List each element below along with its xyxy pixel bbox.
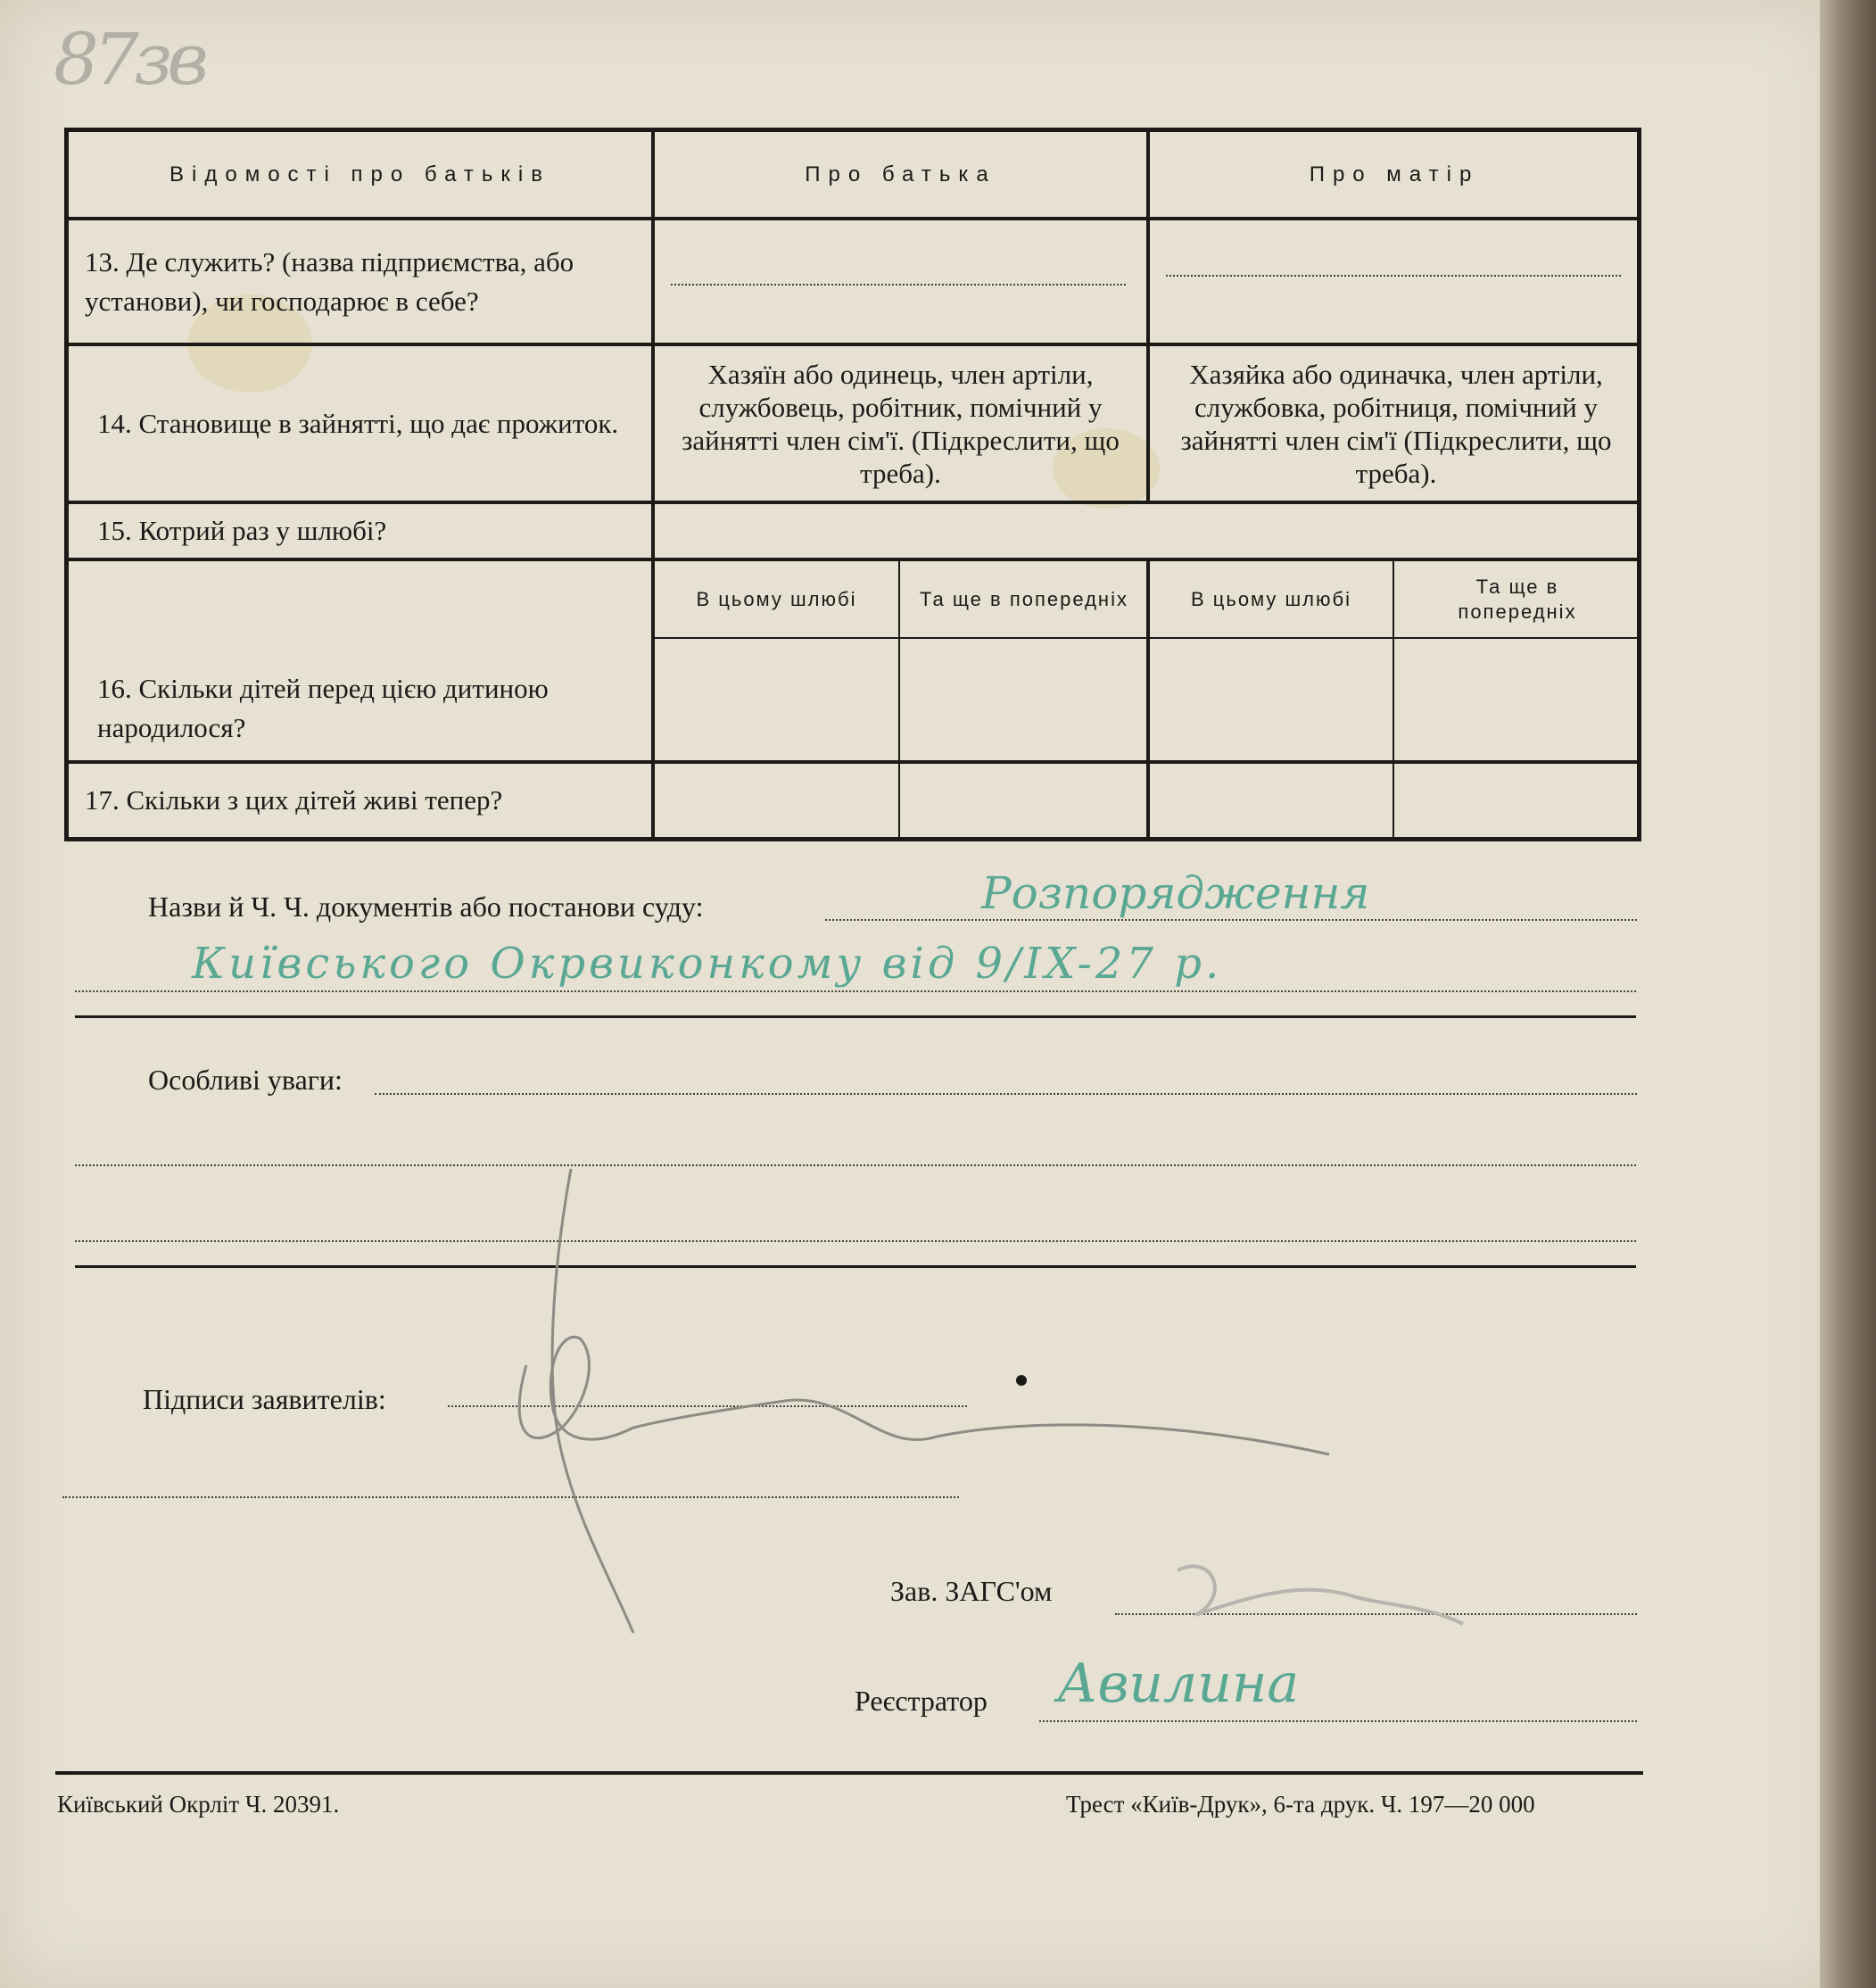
head-zags-label: Зав. ЗАГС'ом xyxy=(890,1575,1053,1607)
remarks-label: Особливі уваги: xyxy=(148,1064,343,1096)
question-17: 17. Скільки з цих дітей живі тепер? xyxy=(85,784,503,816)
q14-father-options: Хазяїн або одинець, член артіли, службовець, робітник, помічний у зайнятті член сім'ї. (Підкреслити, що треба). xyxy=(682,358,1120,489)
binding-edge xyxy=(1820,0,1876,1988)
page-number: 87зв xyxy=(54,18,203,101)
subheader-father-this-marriage: В цьому шлюбі xyxy=(696,587,857,610)
subheader-mother-this-marriage: В цьому шлюбі xyxy=(1190,587,1352,610)
documents-label: Назви й Ч. Ч. документів або постанови суду: xyxy=(148,890,704,923)
head-signature xyxy=(1160,1544,1481,1633)
question-16: 16. Скільки дітей перед цією дитиною народилося? xyxy=(97,673,549,743)
question-15: 15. Котрий раз у шлюбі? xyxy=(97,515,387,546)
footer-right: Трест «Київ-Друк», 6-та друк. Ч. 197—20 000 xyxy=(1066,1791,1535,1818)
header-parents-info: Відомості про батьків xyxy=(169,162,550,186)
header-mother: Про матір xyxy=(1309,162,1480,186)
subheader-mother-previous: Та ще в попередніх xyxy=(1458,575,1577,623)
registrar-label: Реєстратор xyxy=(855,1685,988,1717)
question-14: 14. Становище в зайнятті, що дає прожиток. xyxy=(97,407,619,439)
q14-mother-options: Хазяйка або одиначка, член артіли, службовка, робітниця, помічний у зайнятті член сім'ї (Підкреслити, що треба). xyxy=(1180,358,1612,489)
subheader-father-previous: Та ще в попередніх xyxy=(920,587,1128,610)
documents-handwritten-2: Київського Окрвиконкому від 9/IX-27 р. xyxy=(192,939,1223,989)
documents-handwritten-1: Розпорядження xyxy=(981,867,1370,919)
question-13: 13. Де служить? (назва підприємства, або установи), чи господарює в себе? xyxy=(85,245,574,317)
signatures-label: Підписи заявителів: xyxy=(143,1383,386,1415)
registrar-signature: Авилина xyxy=(1057,1653,1300,1715)
header-father: Про батька xyxy=(805,162,996,186)
parents-info-table xyxy=(64,128,1641,841)
footer-left: Київський Окрліт Ч. 20391. xyxy=(57,1791,340,1818)
